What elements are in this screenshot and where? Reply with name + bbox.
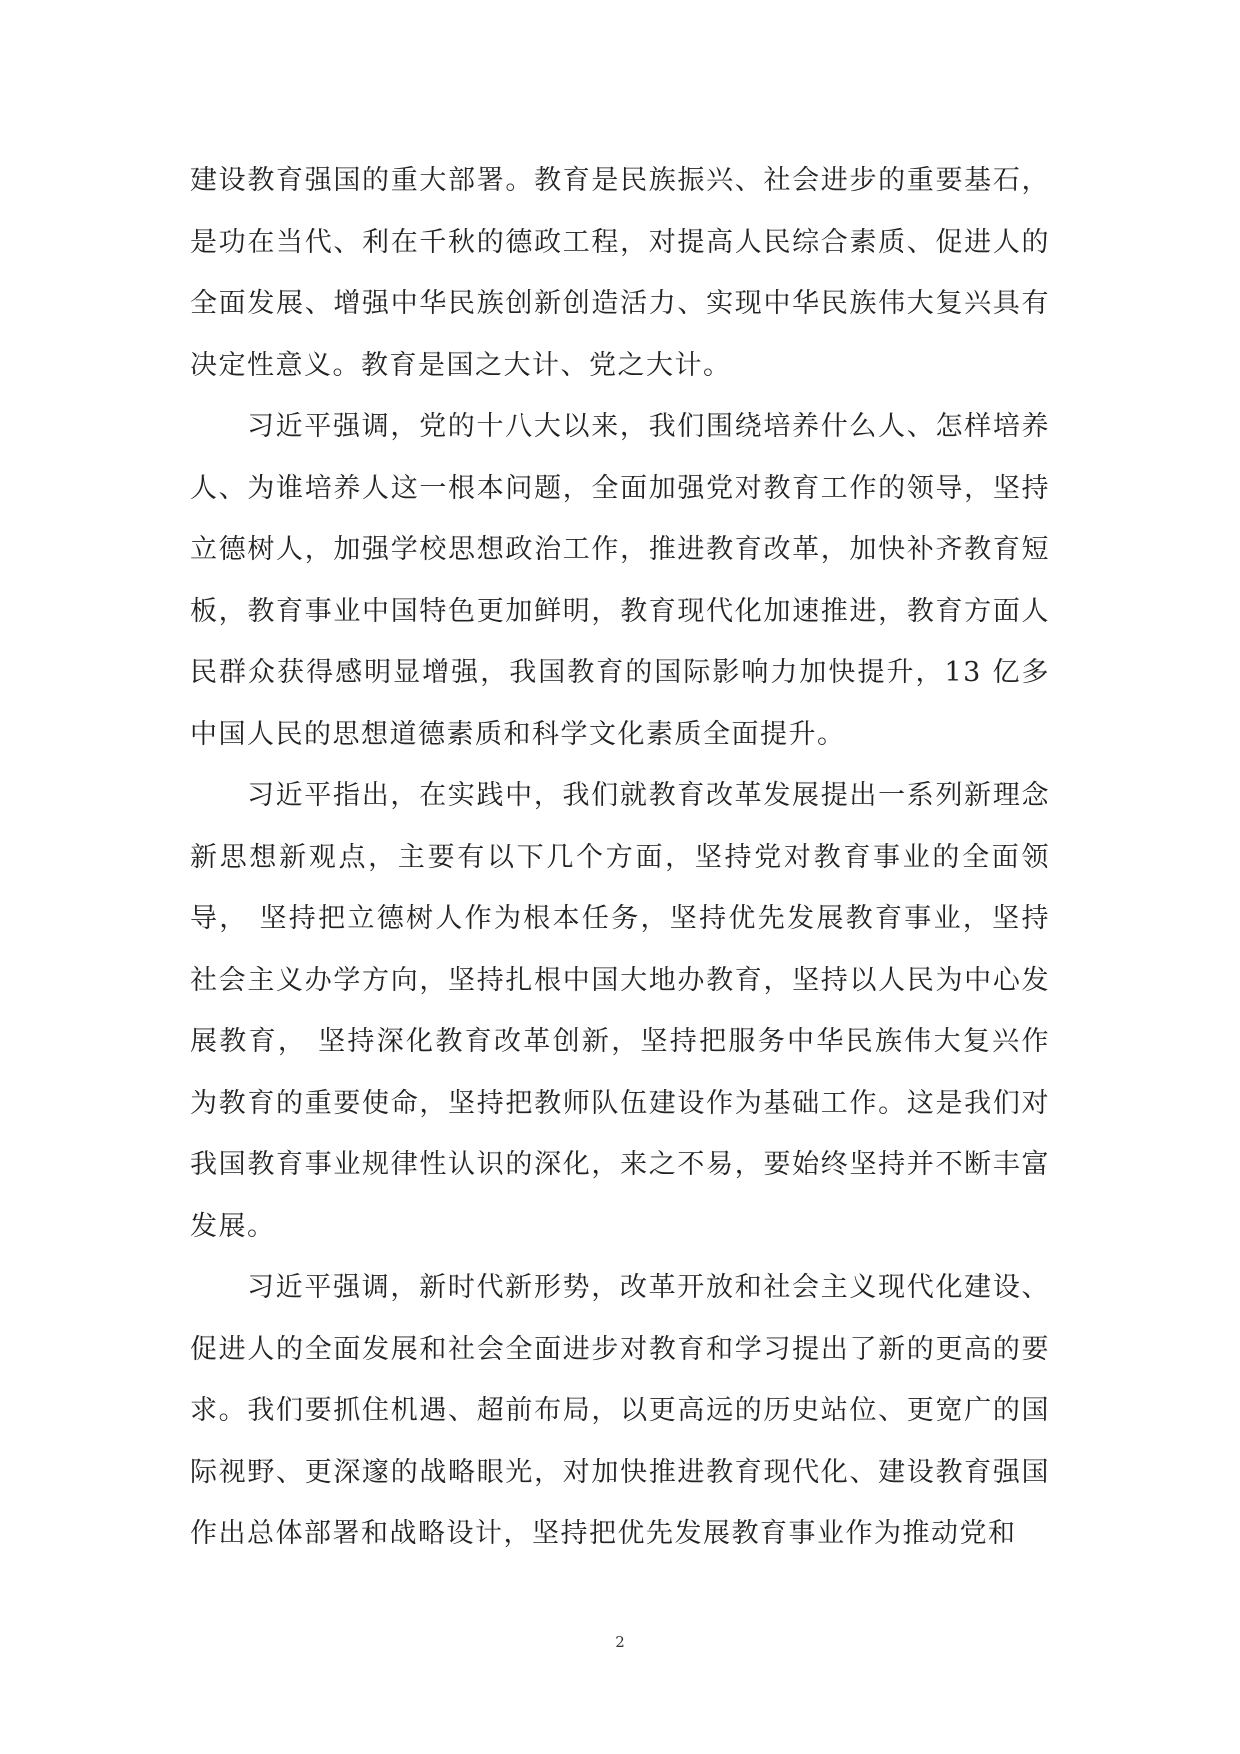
paragraph-3: 习近平指出，在实践中，我们就教育改革发展提出一系列新理念新思想新观点，主要有以下几个方面，坚持党对教育事业的全面领导， 坚持把立德树人作为根本任务，坚持优先发展教育事业，坚持社会主义办学方向，坚持扎根中国大地办教育，坚持以人民为中心发展教育， 坚持深化教育改革创新，坚持把服务中华民族伟大复兴作为教育的重要使命，坚持把教师队伍建设作为基础工作。这是我们对我国教育事业规律性认识的深化，来之不易，要始终坚持并不断丰富发展。 [190, 780, 1050, 1242]
paragraph-4: 习近平强调，新时代新形势，改革开放和社会主义现代化建设、促进人的全面发展和社会全面进步对教育和学习提出了新的更高的要求。我们要抓住机遇、超前布局，以更高远的历史站位、更宽广的国际视野、更深邃的战略眼光，对加快推进教育现代化、建设教育强国作出总体部署和战略设计，坚持把优先发展教育事业作为推动党和 [190, 1272, 1050, 1549]
paragraph-2: 习近平强调，党的十八大以来，我们围绕培养什么人、怎样培养人、为谁培养人这一根本问题，全面加强党对教育工作的领导，坚持立德树人，加强学校思想政治工作，推进教育改革，加快补齐教育短板，教育事业中国特色更加鲜明，教育现代化加速推进，教育方面人民群众获得感明显增强，我国教育的国际影响力加快提升，13 亿多中国人民的思想道德素质和科学文化素质全面提升。 [190, 411, 1050, 750]
paragraph-1: 建设教育强国的重大部署。教育是民族振兴、社会进步的重要基石，是功在当代、利在千秋的德政工程，对提高人民综合素质、促进人的全面发展、增强中华民族创新创造活力、实现中华民族伟大复兴具有决定性意义。教育是国之大计、党之大计。 [190, 165, 1050, 381]
page-number: 2 [615, 1633, 625, 1651]
document-body [190, 150, 1050, 1565]
